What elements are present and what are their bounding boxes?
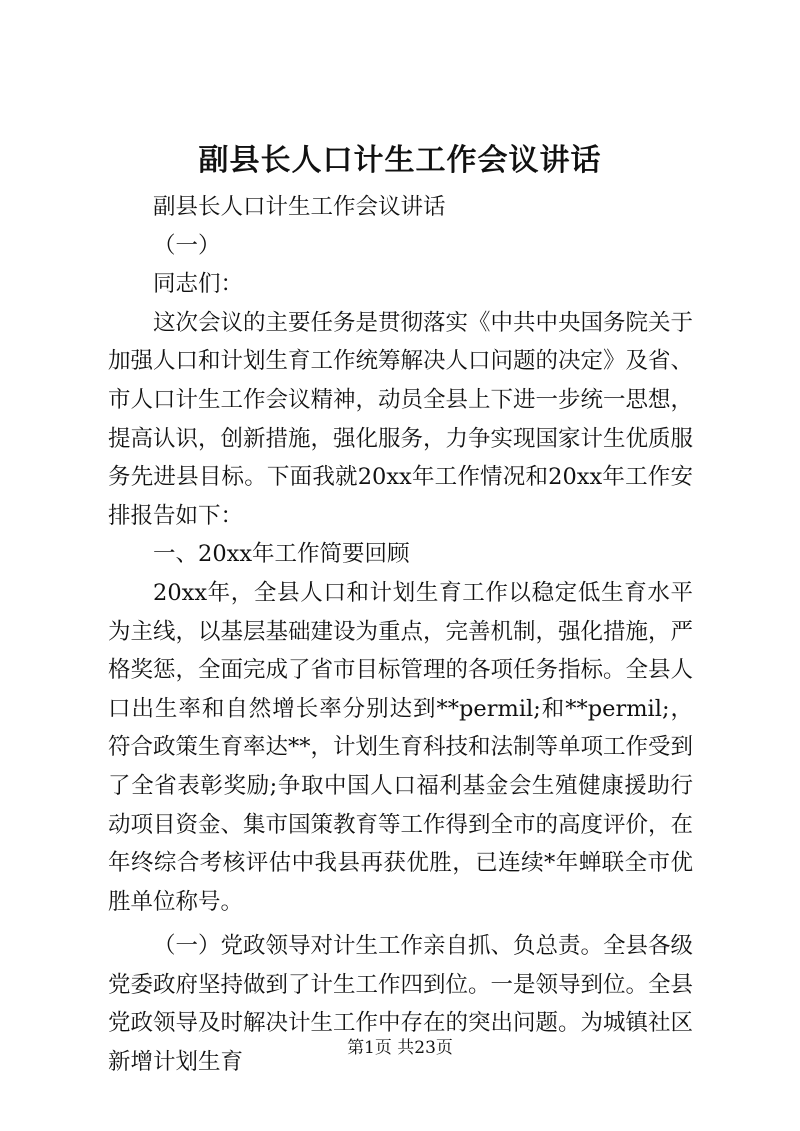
review-paragraph: 20xx年，全县人口和计划生育工作以稳定低生育水平为主线，以基层基础建设为重点，完善机制，强化措施，严格奖惩，全面完成了省市目标管理的各项任务指标。全县人口出生率和自然增长率分别达到**permil;和**permil;，符合政策生育率达**，计划生育科技和法制等单项工作受到了全省表彰奖励;争取中国人口福利基金会生殖健康援助行动项目资金、集市国策教育等工作得到全市的高度评价，在年终综合考核评估中我县再获优胜，已连续*年蝉联全市优胜单位称号。 <box>108 579 694 915</box>
intro-paragraph: 这次会议的主要任务是贯彻落实《中共中央国务院关于加强人口和计划生育工作统筹解决人口问题的决定》及省、市人口计生工作会议精神，动员全县上下进一步统一思想，提高认识，创新措施，强化服务，力争实现国家计生优质服务先进县目标。下面我就20xx年工作情况和20xx年工作安排报告如下： <box>108 309 694 529</box>
document-body <box>108 188 693 1082</box>
page-number-footer: 第1页 共23页 <box>347 1038 453 1058</box>
section-number-paragraph: （一） <box>153 232 221 259</box>
document-title: 副县长人口计生工作会议讲话 <box>198 143 602 178</box>
subtitle-paragraph: 副县长人口计生工作会议讲话 <box>153 194 446 220</box>
leadership-paragraph: （一）党政领导对计生工作亲自抓、负总责。全县各级党委政府坚持做到了计生工作四到位。一是领导到位。全县党政领导及时解决计生工作中存在的突出问题。为城镇社区新增计划生育 <box>108 933 694 1076</box>
section-heading-paragraph: 一、20xx年工作简要回顾 <box>153 541 410 568</box>
salutation-paragraph: 同志们： <box>153 271 244 298</box>
